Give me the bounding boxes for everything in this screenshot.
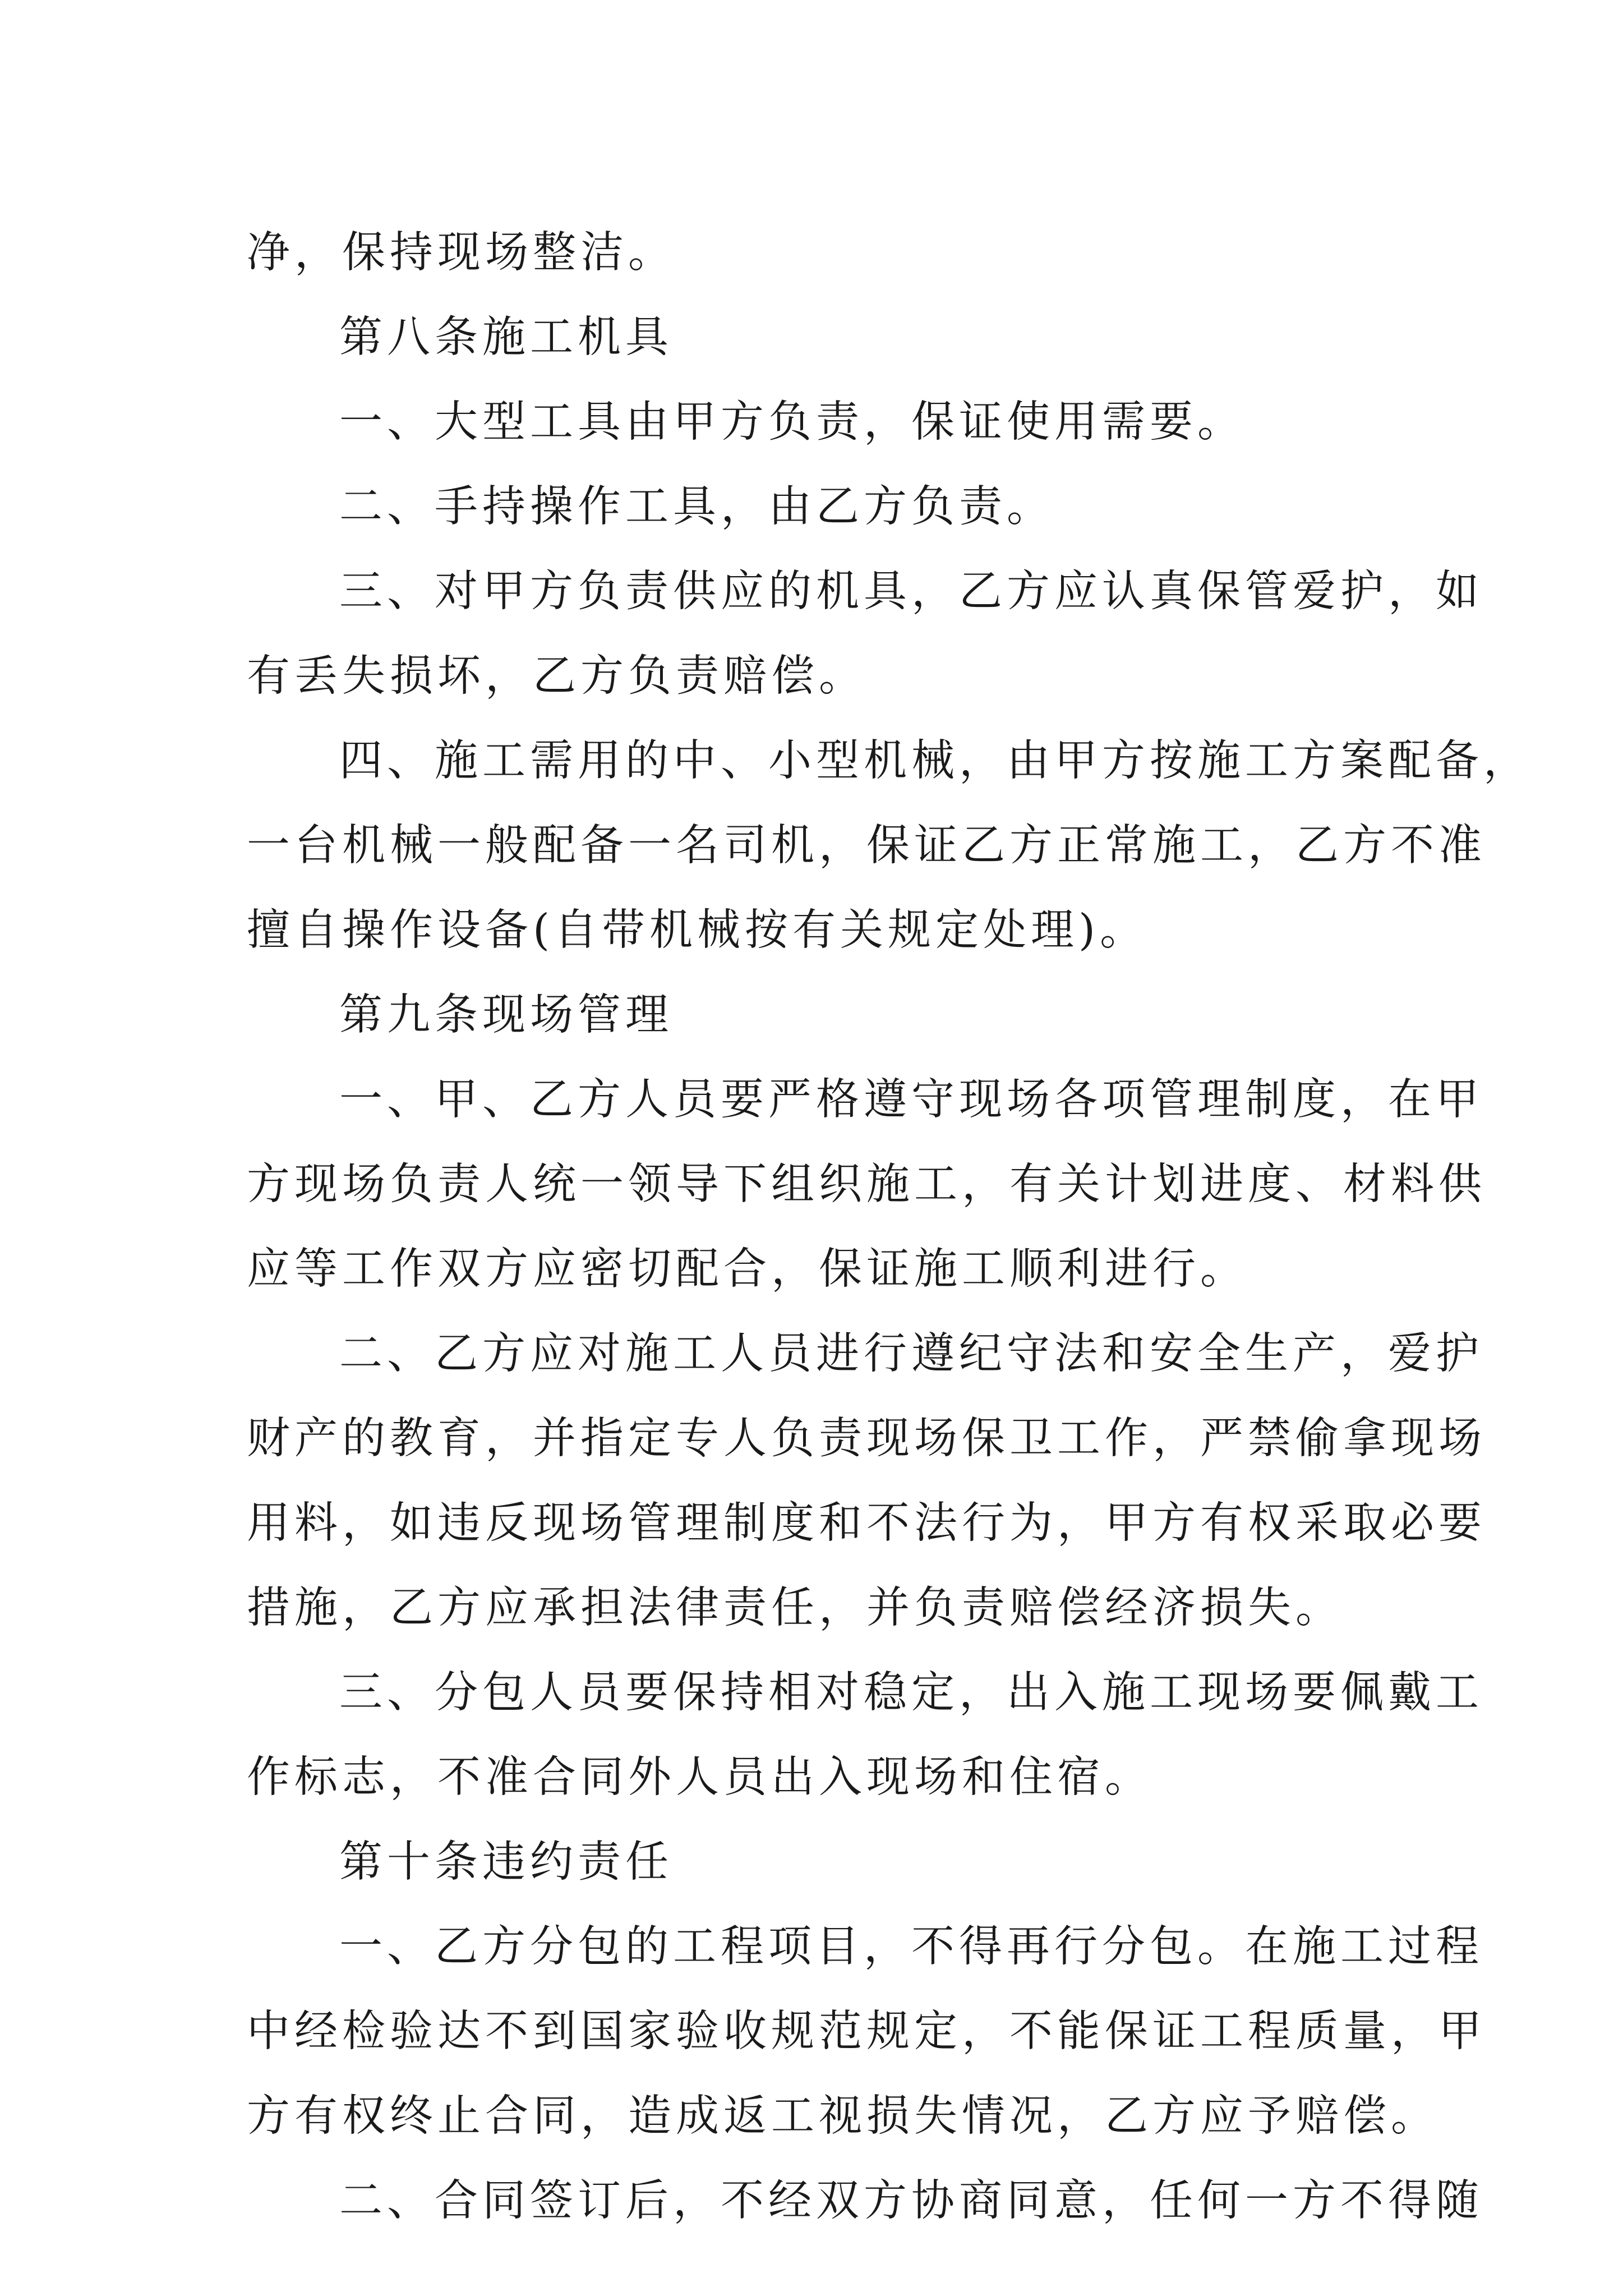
text-line: 三、对甲方负责供应的机具，乙方应认真保管爱护，如	[339, 567, 1483, 616]
text-line: 一、大型工具由甲方负责，保证使用需要。	[339, 397, 1245, 447]
text-line: 方有权终止合同，造成返工视损失情况，乙方应予赔偿。	[247, 2091, 1438, 2141]
text-line: 净，保持现场整洁。	[247, 228, 676, 278]
text-line: 方现场负责人统一领导下组织施工，有关计划进度、材料供	[247, 1159, 1486, 1209]
text-line: 财产的教育，并指定专人负责现场保卫工作，严禁偷拿现场	[247, 1414, 1486, 1464]
section-heading: 第八条施工机具	[339, 312, 673, 362]
text-line: 应等工作双方应密切配合，保证施工顺利进行。	[247, 1244, 1248, 1294]
text-line: 用料，如违反现场管理制度和不法行为，甲方有权采取必要	[247, 1498, 1486, 1548]
text-line: 一、甲、乙方人员要严格遵守现场各项管理制度，在甲	[339, 1075, 1483, 1125]
text-line: 擅自操作设备(自带机械按有关规定处理)。	[247, 905, 1148, 955]
text-line: 作标志，不准合同外人员出入现场和住宿。	[247, 1752, 1152, 1802]
section-heading: 第十条违约责任	[339, 1837, 673, 1887]
text-line: 二、手持操作工具，由乙方负责。	[339, 482, 1054, 532]
text-line: 二、乙方应对施工人员进行遵纪守法和安全生产，爱护	[339, 1329, 1483, 1379]
text-line: 二、合同签订后，不经双方协商同意，任何一方不得随	[339, 2176, 1483, 2226]
text-line: 一台机械一般配备一名司机，保证乙方正常施工，乙方不准	[247, 821, 1486, 871]
document-body	[247, 210, 1531, 2243]
text-line: 有丢失损坏，乙方负责赔偿。	[247, 651, 866, 701]
text-line: 措施，乙方应承担法律责任，并负责赔偿经济损失。	[247, 1583, 1343, 1633]
text-line: 四、施工需用的中、小型机械，由甲方按施工方案配备，	[339, 736, 1531, 786]
section-heading: 第九条现场管理	[339, 990, 673, 1040]
text-line: 一、乙方分包的工程项目，不得再行分包。在施工过程	[339, 1922, 1483, 1972]
text-line: 中经检验达不到国家验收规范规定，不能保证工程质量，甲	[247, 2007, 1486, 2056]
text-line: 三、分包人员要保持相对稳定，出入施工现场要佩戴工	[339, 1668, 1483, 1718]
